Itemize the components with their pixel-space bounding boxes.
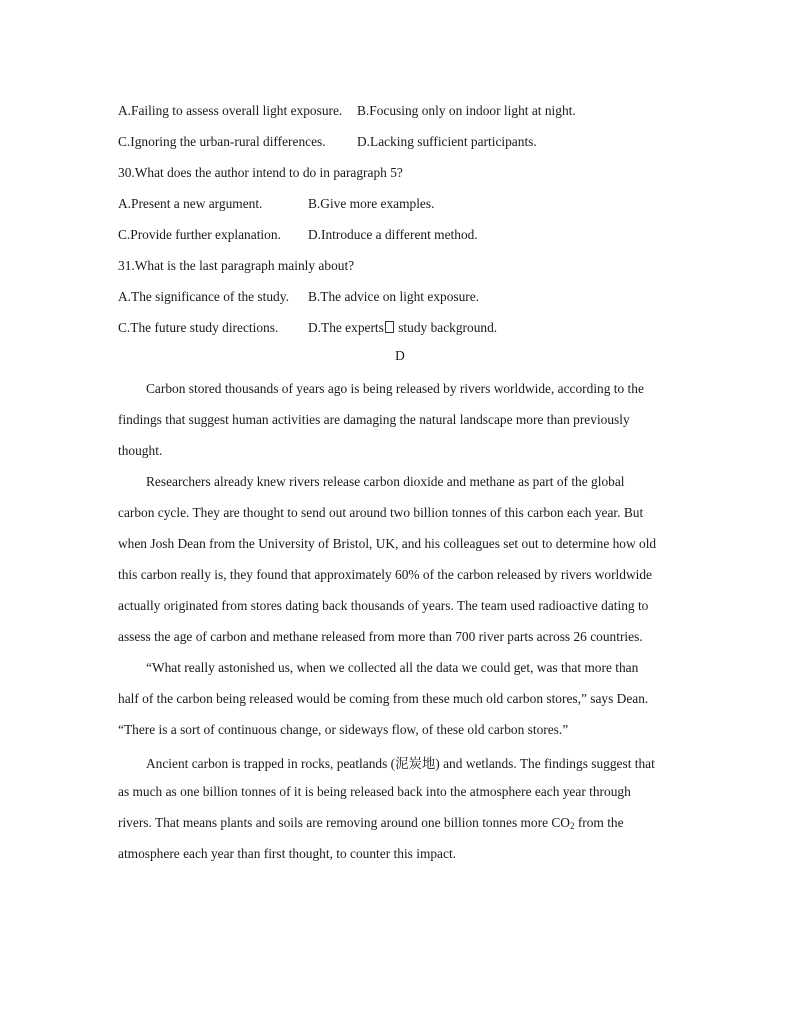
p4-line-3: [118, 815, 624, 831]
q31-option-d-text-after: study background.: [394, 320, 498, 335]
p2-line-6: assess the age of carbon and methane released from more than 700 river parts across 26 countries.: [118, 629, 643, 644]
p2-line-5: actually originated from stores dating back thousands of years. The team used radioactive dating to: [118, 598, 649, 613]
q29-option-c: C.Ignoring the urban-rural differences.: [118, 134, 326, 149]
section-title: D: [395, 348, 405, 363]
p4-line-3-text: rivers. That means plants and soils are removing around one billion tonnes more CO: [118, 815, 570, 830]
q30-option-d: D.Introduce a different method.: [308, 227, 478, 242]
q30-option-a: A.Present a new argument.: [118, 196, 263, 211]
q30-option-b: B.Give more examples.: [308, 196, 435, 211]
p2-line-2: carbon cycle. They are thought to send out around two billion tonnes of this carbon each year. But: [118, 505, 644, 520]
q31-stem: 31.What is the last paragraph mainly about?: [118, 258, 355, 273]
p4-line-1: Ancient carbon is trapped in rocks, peatlands (泥炭地) and wetlands. The findings suggest that: [146, 756, 655, 771]
p4-line-4: atmosphere each year than first thought, to counter this impact.: [118, 846, 457, 861]
p4-line-2: as much as one billion tonnes of it is being released back into the atmosphere each year through: [118, 784, 631, 799]
q29-option-a: A.Failing to assess overall light exposure.: [118, 103, 343, 118]
p3-line-3: “There is a sort of continuous change, or sideways flow, of these old carbon stores.”: [118, 722, 569, 737]
p1-line-2: findings that suggest human activities are damaging the natural landscape more than previously: [118, 412, 630, 427]
q31-option-d-text-before: D.The experts: [308, 320, 384, 335]
q31-option-b: B.The advice on light exposure.: [308, 289, 480, 304]
missing-glyph-icon: [385, 321, 394, 333]
q30-stem: 30.What does the author intend to do in paragraph 5?: [118, 165, 403, 180]
q29-option-d: D.Lacking sufficient participants.: [357, 134, 537, 149]
co2-subscript: 2: [569, 821, 575, 831]
q31-option-a: A.The significance of the study.: [118, 289, 289, 304]
p2-line-3: when Josh Dean from the University of Bristol, UK, and his colleagues set out to determine how old: [118, 536, 657, 551]
p3-line-2: half of the carbon being released would be coming from these much old carbon stores,” says Dean.: [118, 691, 649, 706]
q31-option-d: [308, 320, 497, 336]
p2-line-4: this carbon really is, they found that approximately 60% of the carbon released by rivers worldwide: [118, 567, 652, 582]
p3-line-1: “What really astonished us, when we collected all the data we could get, was that more than: [146, 660, 639, 675]
p1-line-1: Carbon stored thousands of years ago is being released by rivers worldwide, according to the: [146, 381, 644, 396]
p4-line-3-tail: from the: [574, 815, 624, 830]
q29-option-b: B.Focusing only on indoor light at night.: [357, 103, 576, 118]
p2-line-1: Researchers already knew rivers release carbon dioxide and methane as part of the global: [146, 474, 625, 489]
p1-line-3: thought.: [118, 443, 163, 458]
q31-option-c: C.The future study directions.: [118, 320, 279, 335]
q30-option-c: C.Provide further explanation.: [118, 227, 281, 242]
